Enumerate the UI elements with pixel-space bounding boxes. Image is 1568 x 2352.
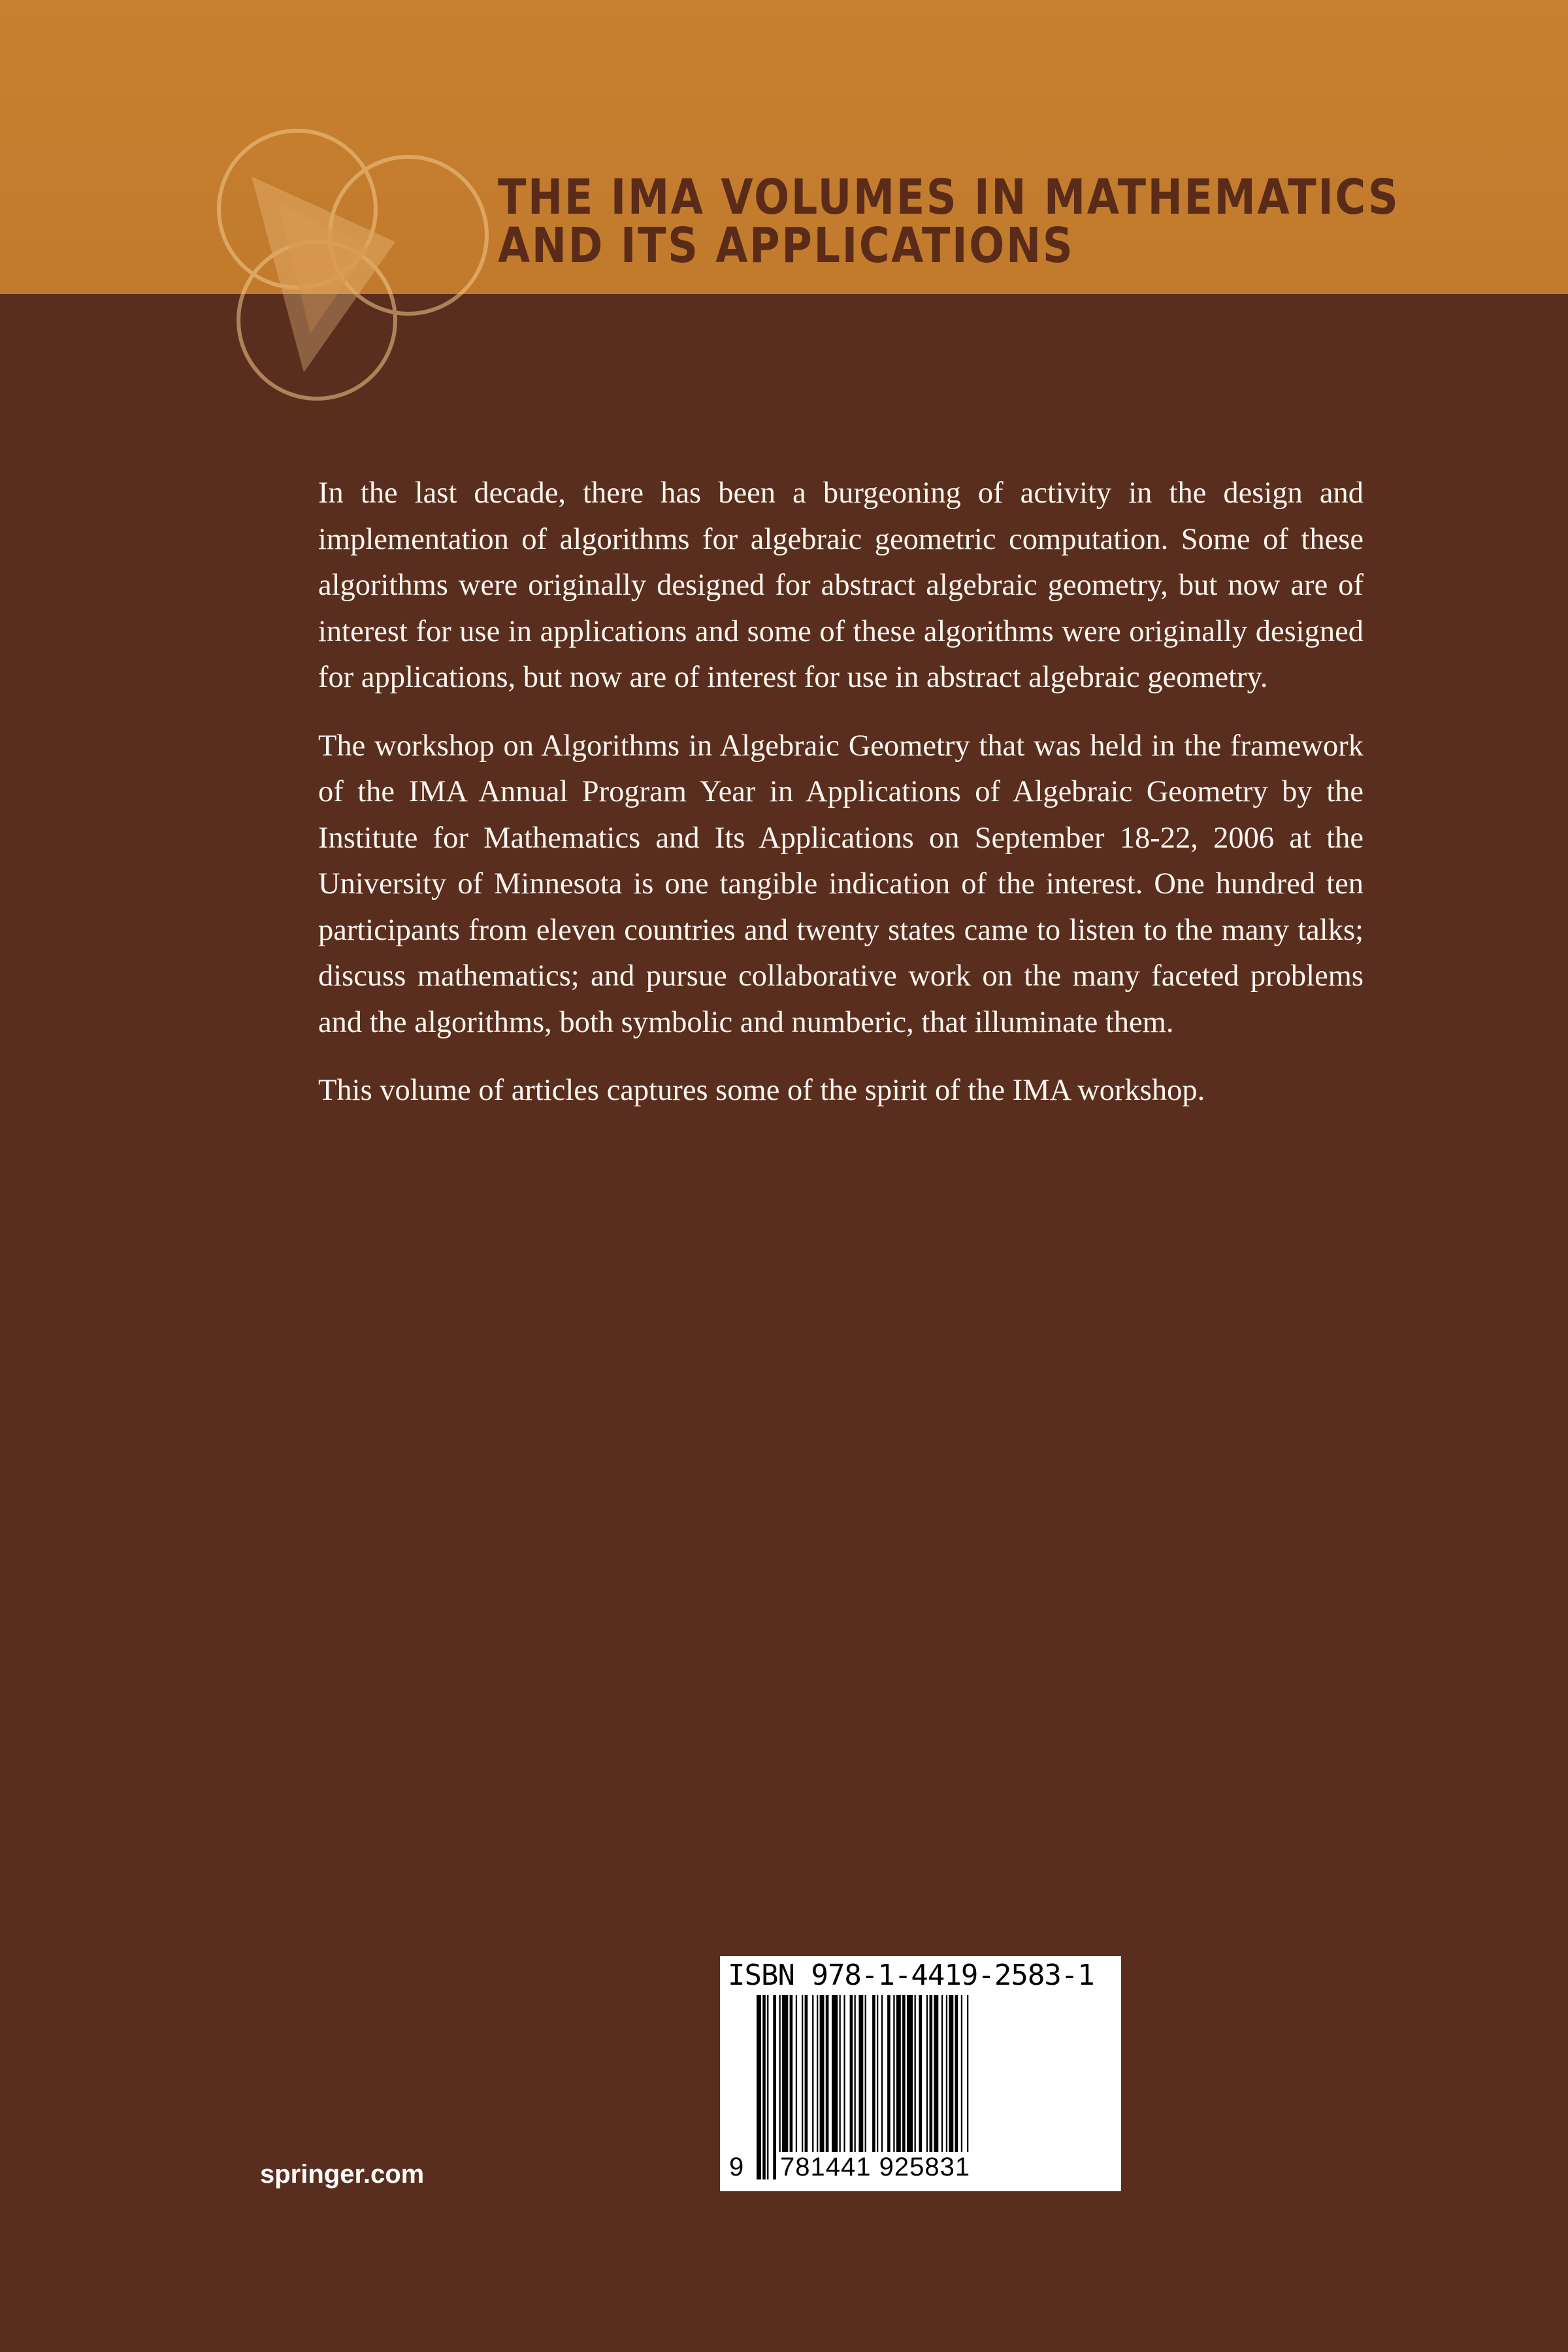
paragraph-3: This volume of articles captures some of the spirit of the IMA workshop. — [318, 1074, 1205, 1107]
barcode-lead-digit: 9 — [729, 2153, 744, 2181]
series-title-line-1: THE IMA VOLUMES IN MATHEMATICS — [498, 169, 1400, 225]
publisher-website: springer.com — [260, 2160, 425, 2189]
paragraph-1: In the last decade, there has been a burgeoning of activity in the design and implementation of algorithms for algebraic geometric computation. Some of these algorithms were originally designed for abstract algebraic geometry, but now are of interest for use in applications and some of these algorithms were originally designed for applications, but now are of interest for use in abstract algebraic geometry. — [318, 476, 1364, 694]
paragraph-2: The workshop on Algorithms in Algebraic Geometry that was held in the framework of the IMA Annual Program Year in Applications of Algebraic Geometry by the Institute for Mathematics and Its Applications on September 18-22, 2006 at the University of Minnesota is one tangible indication of the interest. One hundred ten participants from eleven countries and twenty states came to listen to the many talks; discuss mathematics; and pursue collaborative work on the many faceted problems and the algorithms, both symbolic and numberic, that illuminate them. — [318, 729, 1364, 1039]
polyhedron-emblem-icon — [199, 98, 513, 425]
barcode-digits: 781441 925831 — [776, 2152, 974, 2182]
series-title — [498, 169, 1400, 274]
isbn-label: ISBN 978-1-4419-2583-1 — [728, 1959, 1094, 1992]
isbn-barcode — [720, 1956, 1121, 2191]
series-title-line-2: AND ITS APPLICATIONS — [498, 218, 1075, 274]
description-text — [318, 471, 1364, 1136]
